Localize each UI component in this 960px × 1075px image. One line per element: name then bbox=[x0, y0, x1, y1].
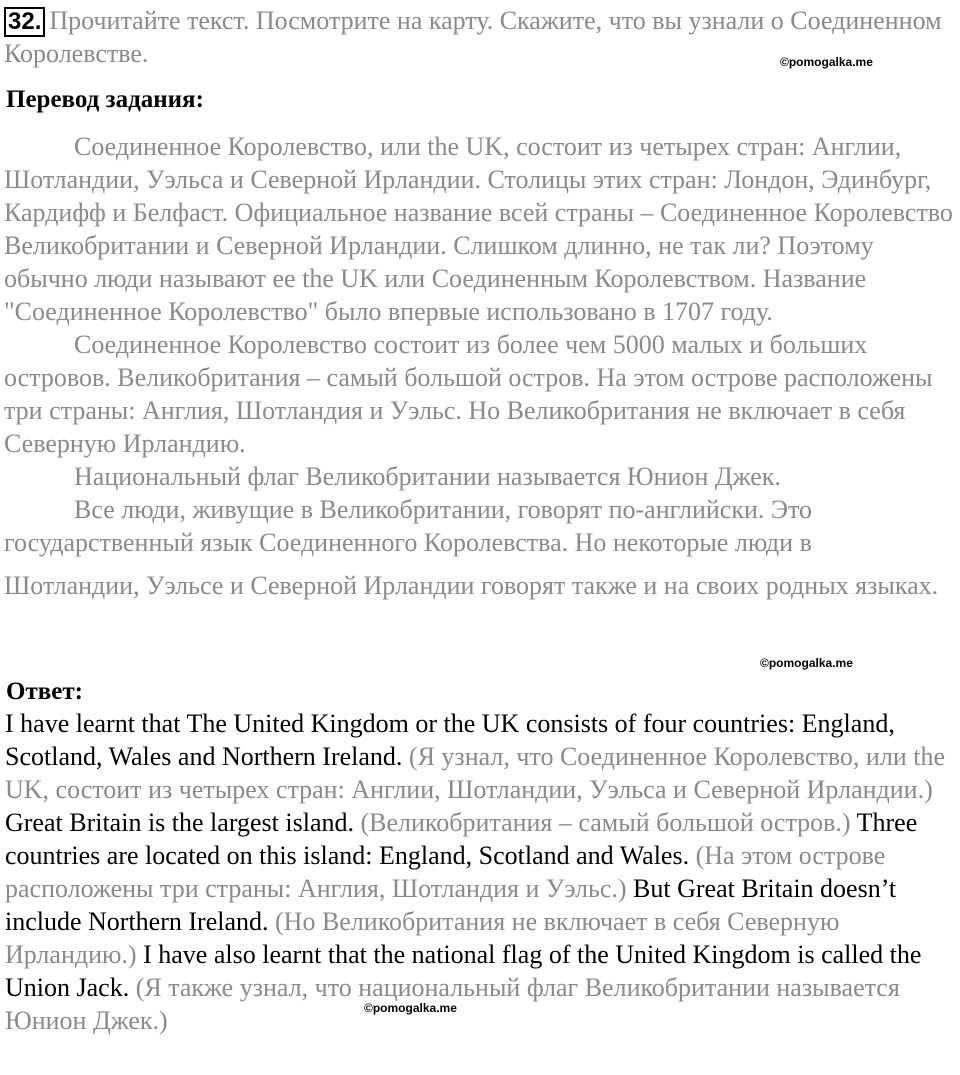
answer-heading: Ответ: bbox=[6, 678, 83, 705]
answer-russian-5: (Я также узнал, что национальный флаг Великобритании называется Юнион Джек.) bbox=[5, 973, 900, 1035]
task-number: 32. bbox=[4, 7, 45, 37]
watermark-top: ©pomogalka.me bbox=[780, 55, 873, 69]
translation-paragraph-3: Национальный флаг Великобритании называется Юнион Джек. bbox=[74, 462, 781, 491]
translation-paragraph-4b: Шотландии, Уэльсе и Северной Ирландии говорят также и на своих родных языках. bbox=[4, 571, 939, 600]
answer-english-3: Three countries are located on this island: England, Scotland and Wales. bbox=[5, 808, 918, 870]
answer-body bbox=[5, 707, 957, 1037]
answer-english-5: I have also learnt that the national flag of the United Kingdom is called the Union Jack. bbox=[5, 940, 922, 1002]
answer-russian-3: (На этом острове расположены три страны: Англия, Шотландия и Уэльс.) bbox=[5, 841, 886, 903]
answer-russian-2: (Великобритания – самый большой остров.) bbox=[360, 808, 857, 837]
answer-russian-4: (Но Великобритания не включает в себя Северную Ирландию.) bbox=[5, 907, 840, 969]
answer-english-2: Great Britain is the largest island. bbox=[5, 808, 361, 837]
translation-body bbox=[4, 130, 956, 602]
answer-english-1: I have learnt that The United Kingdom or the UK consists of four countries: England, Scotland, Wales and Northern Ireland. bbox=[5, 709, 895, 771]
task-text: Прочитайте текст. Посмотрите на карту. Скажите, что вы узнали о Соединенном Королевстве. bbox=[4, 6, 942, 68]
translation-paragraph-2: Соединенное Королевство состоит из более чем 5000 малых и больших островов. Великобритания – самый большой остров. На этом острове расположены три страны: Англия, Шотландия и Уэльс. Но Великобритания не включает в себя Северную Ирландию. bbox=[4, 330, 933, 458]
translation-paragraph-1: Соединенное Королевство, или the UK, состоит из четырех стран: Англии, Шотландии, Уэльса и Северной Ирландии. Столицы этих стран: Лондон, Эдинбург, Кардифф и Белфаст. Официальное название всей страны – Соединенное Королевство Великобритании и Северной Ирландии. Слишком длинно, не так ли? Поэтому обычно люди называют ее the UK или Соединенным Королевством. Название "Соединенное Королевство" было впервые использовано в 1707 году. bbox=[4, 132, 953, 326]
answer-english-4: But Great Britain doesn’t include Northern Ireland. bbox=[5, 874, 897, 936]
translation-heading: Перевод задания: bbox=[6, 86, 204, 113]
translation-paragraph-4a: Все люди, живущие в Великобритании, говорят по-английски. Это государственный язык Соединенного Королевства. Но некоторые люди в bbox=[4, 495, 813, 557]
answer-russian-1: (Я узнал, что Соединенное Королевство, или the UK, состоит из четырех стран: Англии, Шотландии, Уэльса и Северной Ирландии.) bbox=[5, 742, 945, 804]
watermark-middle: ©pomogalka.me bbox=[760, 656, 853, 670]
watermark-bottom: ©pomogalka.me bbox=[364, 1001, 457, 1015]
